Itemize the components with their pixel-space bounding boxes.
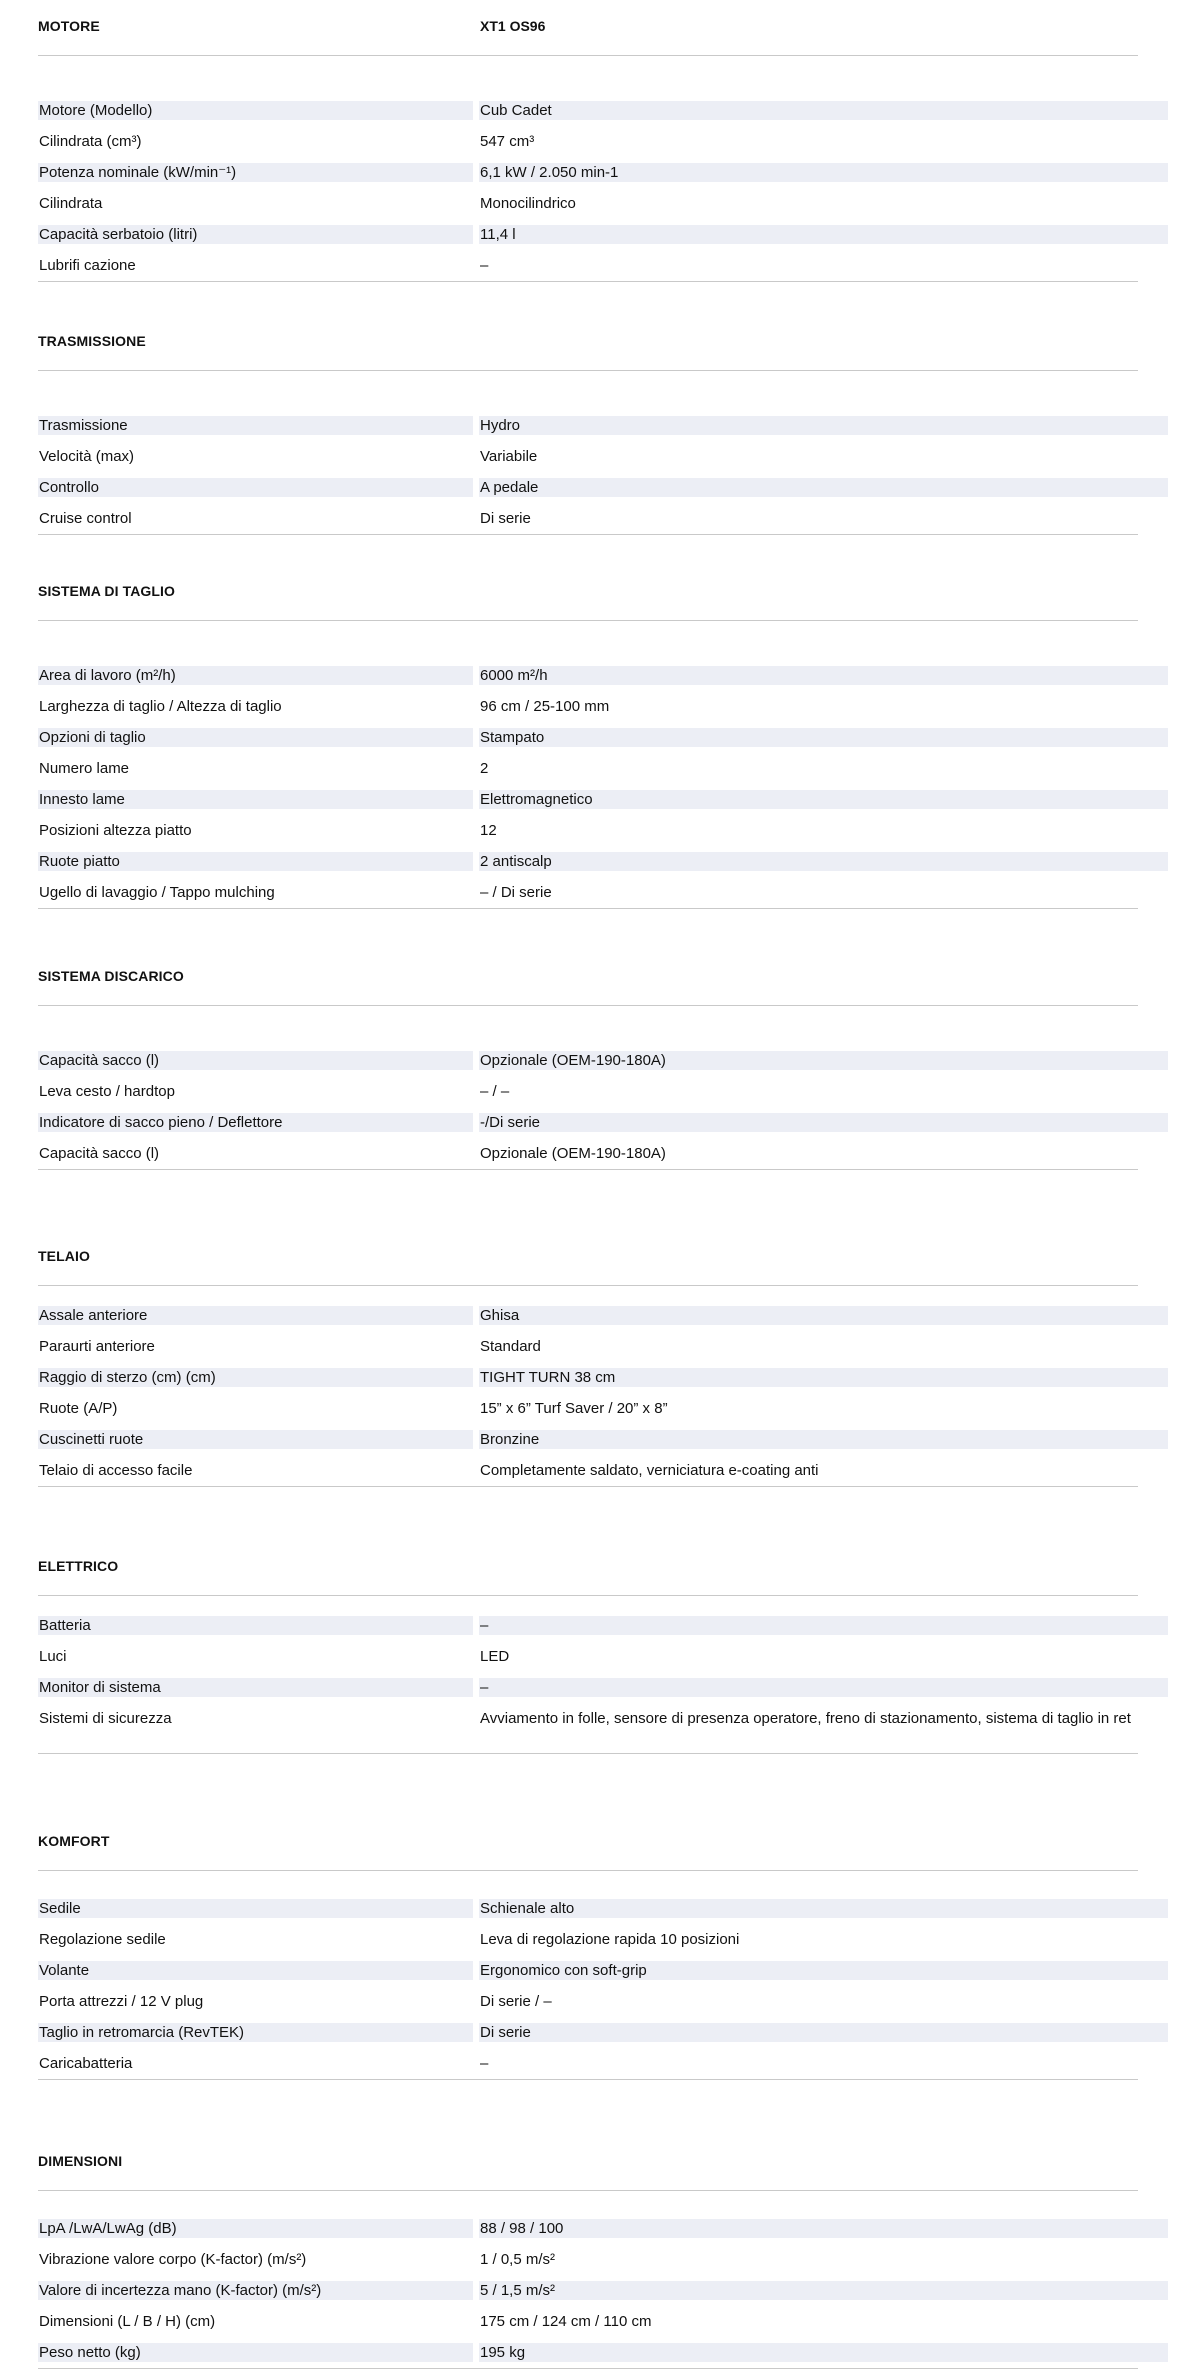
spec-value: 6000 m²/h xyxy=(479,666,1168,685)
spec-row xyxy=(38,1362,1138,1393)
spec-table-sistema-discarico xyxy=(38,1045,1138,1170)
spec-label: Capacità serbatoio (litri) xyxy=(38,225,473,244)
section-title: MOTORE xyxy=(38,18,100,34)
spec-label: Cilindrata xyxy=(39,195,103,212)
spec-label: Opzioni di taglio xyxy=(38,728,473,747)
spec-label: Vibrazione valore corpo (K-factor) (m/s²) xyxy=(39,2251,307,2268)
spec-row xyxy=(38,2275,1138,2306)
spec-value: Standard xyxy=(480,1338,541,1355)
spec-label: Sedile xyxy=(38,1899,473,1918)
section-header-dimensioni xyxy=(38,2135,1138,2191)
spec-row xyxy=(38,846,1138,877)
spec-value: TIGHT TURN 38 cm xyxy=(479,1368,1168,1387)
spec-row xyxy=(38,1331,1138,1362)
spec-value: A pedale xyxy=(479,478,1168,497)
spec-row xyxy=(38,250,1138,281)
spec-table-dimensioni xyxy=(38,2213,1138,2369)
spec-label: Area di lavoro (m²/h) xyxy=(38,666,473,685)
spec-row xyxy=(38,1610,1138,1641)
spec-value: Completamente saldato, verniciatura e-coating anti xyxy=(480,1462,819,1479)
spec-label: Velocità (max) xyxy=(39,448,135,465)
spec-label: Indicatore di sacco pieno / Deflettore xyxy=(38,1113,473,1132)
spec-value: Schienale alto xyxy=(479,1899,1168,1918)
spec-label: Raggio di sterzo (cm) (cm) xyxy=(38,1368,473,1387)
spec-row xyxy=(38,188,1138,219)
spec-label: Capacità sacco (l) xyxy=(38,1051,473,1070)
spec-label: Dimensioni (L / B / H) (cm) xyxy=(39,2313,216,2330)
spec-value: Monocilindrico xyxy=(480,195,576,212)
spec-row xyxy=(38,1924,1138,1955)
spec-value: 11,4 l xyxy=(479,225,1168,244)
section-title: SISTEMA DISCARICO xyxy=(38,968,184,984)
spec-label: Regolazione sedile xyxy=(39,1931,166,1948)
spec-table-trasmissione xyxy=(38,410,1138,535)
spec-row xyxy=(38,691,1138,722)
spec-value: Leva di regolazione rapida 10 posizioni xyxy=(480,1931,740,1948)
section-header-elettrico xyxy=(38,1540,1138,1596)
spec-label: Valore di incertezza mano (K-factor) (m/s²) xyxy=(38,2281,473,2300)
spec-value: 547 cm³ xyxy=(480,133,535,150)
section-title: ELETTRICO xyxy=(38,1558,119,1574)
spec-label: Motore (Modello) xyxy=(38,101,473,120)
spec-value: Ghisa xyxy=(479,1306,1168,1325)
spec-value: 2 xyxy=(480,760,489,777)
spec-value: – xyxy=(479,1616,1168,1635)
spec-value: 88 / 98 / 100 xyxy=(479,2219,1168,2238)
spec-row xyxy=(38,877,1138,908)
spec-row xyxy=(38,784,1138,815)
model-name: XT1 OS96 xyxy=(480,18,546,34)
spec-row xyxy=(38,2306,1138,2337)
spec-value: Stampato xyxy=(479,728,1168,747)
spec-label: Numero lame xyxy=(39,760,130,777)
spec-row xyxy=(38,2244,1138,2275)
section-title: TRASMISSIONE xyxy=(38,333,146,349)
spec-value: 5 / 1,5 m/s² xyxy=(479,2281,1168,2300)
spec-row xyxy=(38,1641,1138,1672)
spec-row xyxy=(38,1300,1138,1331)
spec-value: 2 antiscalp xyxy=(479,852,1168,871)
spec-row xyxy=(38,660,1138,691)
spec-label: Paraurti anteriore xyxy=(39,1338,155,1355)
spec-table-komfort xyxy=(38,1893,1138,2080)
spec-value: – / Di serie xyxy=(480,884,552,901)
spec-label: Batteria xyxy=(38,1616,473,1635)
section-title: SISTEMA DI TAGLIO xyxy=(38,583,176,599)
spec-row xyxy=(38,1045,1138,1076)
spec-table-telaio xyxy=(38,1300,1138,1487)
spec-value: Avviamento in folle, sensore di presenza operatore, freno di stazionamento, sistema di taglio in ret xyxy=(480,1710,1131,1727)
spec-row xyxy=(38,472,1138,503)
spec-value: Ergonomico con soft-grip xyxy=(479,1961,1168,1980)
spec-value: Di serie / – xyxy=(480,1993,552,2010)
spec-value: 175 cm / 124 cm / 110 cm xyxy=(480,2313,652,2330)
section-title: KOMFORT xyxy=(38,1833,110,1849)
section-title: DIMENSIONI xyxy=(38,2153,123,2169)
spec-table-sistema-di-taglio xyxy=(38,660,1138,909)
spec-row xyxy=(38,1076,1138,1107)
spec-value: 195 kg xyxy=(479,2343,1168,2362)
spec-row xyxy=(38,1107,1138,1138)
spec-value: Di serie xyxy=(479,2023,1168,2042)
spec-label: Trasmissione xyxy=(38,416,473,435)
spec-label: Ugello di lavaggio / Tappo mulching xyxy=(39,884,275,901)
spec-label: Cilindrata (cm³) xyxy=(39,133,142,150)
spec-row xyxy=(38,1393,1138,1424)
spec-table-elettrico xyxy=(38,1610,1138,1754)
section-header-telaio xyxy=(38,1230,1138,1286)
spec-label: LpA /LwA/LwAg (dB) xyxy=(38,2219,473,2238)
spec-value: Opzionale (OEM-190-180A) xyxy=(480,1145,666,1162)
spec-label: Cuscinetti ruote xyxy=(38,1430,473,1449)
section-header-trasmissione xyxy=(38,315,1138,371)
spec-row xyxy=(38,1138,1138,1169)
spec-label: Peso netto (kg) xyxy=(38,2343,473,2362)
spec-label: Monitor di sistema xyxy=(38,1678,473,1697)
spec-label: Posizioni altezza piatto xyxy=(39,822,192,839)
spec-row xyxy=(38,2213,1138,2244)
spec-label: Ruote piatto xyxy=(38,852,473,871)
spec-value: -/Di serie xyxy=(479,1113,1168,1132)
spec-value: 15” x 6” Turf Saver / 20” x 8” xyxy=(480,1400,668,1417)
section-title: TELAIO xyxy=(38,1248,90,1264)
spec-label: Lubrifi cazione xyxy=(39,257,136,274)
spec-label: Sistemi di sicurezza xyxy=(39,1710,172,1727)
spec-label: Controllo xyxy=(38,478,473,497)
section-header-sistema-di-taglio xyxy=(38,565,1138,621)
spec-value: Di serie xyxy=(480,510,531,527)
spec-label: Innesto lame xyxy=(38,790,473,809)
spec-value: 96 cm / 25-100 mm xyxy=(480,698,610,715)
spec-value: 6,1 kW / 2.050 min-1 xyxy=(479,163,1168,182)
spec-value: Opzionale (OEM-190-180A) xyxy=(479,1051,1168,1070)
spec-row xyxy=(38,1424,1138,1455)
spec-row xyxy=(38,95,1138,126)
spec-label: Caricabatteria xyxy=(39,2055,133,2072)
spec-label: Luci xyxy=(39,1648,67,1665)
spec-label: Telaio di accesso facile xyxy=(39,1462,193,1479)
spec-value: LED xyxy=(480,1648,510,1665)
spec-value: Hydro xyxy=(479,416,1168,435)
spec-row xyxy=(38,815,1138,846)
spec-label: Porta attrezzi / 12 V plug xyxy=(39,1993,204,2010)
section-header-motore xyxy=(38,0,1138,56)
spec-value: Cub Cadet xyxy=(479,101,1168,120)
spec-value: Bronzine xyxy=(479,1430,1168,1449)
spec-row xyxy=(38,1455,1138,1486)
spec-label: Taglio in retromarcia (RevTEK) xyxy=(38,2023,473,2042)
spec-value: Elettromagnetico xyxy=(479,790,1168,809)
spec-label: Ruote (A/P) xyxy=(39,1400,118,1417)
spec-row xyxy=(38,1893,1138,1924)
spec-row xyxy=(38,157,1138,188)
spec-row xyxy=(38,503,1138,534)
spec-row xyxy=(38,722,1138,753)
spec-row xyxy=(38,219,1138,250)
spec-value: 12 xyxy=(480,822,497,839)
spec-label: Potenza nominale (kW/min⁻¹) xyxy=(38,163,473,182)
spec-value: 1 / 0,5 m/s² xyxy=(480,2251,556,2268)
spec-row xyxy=(38,753,1138,784)
spec-row xyxy=(38,1955,1138,1986)
section-header-komfort xyxy=(38,1815,1138,1871)
spec-value: – xyxy=(480,257,489,274)
spec-row xyxy=(38,1986,1138,2017)
spec-value: – xyxy=(479,1678,1168,1697)
spec-row xyxy=(38,2048,1138,2079)
spec-label: Larghezza di taglio / Altezza di taglio xyxy=(39,698,282,715)
spec-value: – / – xyxy=(480,1083,510,1100)
spec-label: Capacità sacco (l) xyxy=(39,1145,160,1162)
spec-row xyxy=(38,126,1138,157)
spec-row xyxy=(38,2337,1138,2368)
section-header-sistema-discarico xyxy=(38,950,1138,1006)
spec-label: Volante xyxy=(38,1961,473,1980)
spec-label: Cruise control xyxy=(39,510,132,527)
spec-table-motore xyxy=(38,95,1138,282)
spec-row xyxy=(38,441,1138,472)
spec-row xyxy=(38,1672,1138,1703)
spec-row xyxy=(38,2017,1138,2048)
spec-value: – xyxy=(480,2055,489,2072)
spec-value: Variabile xyxy=(480,448,538,465)
spec-label: Assale anteriore xyxy=(38,1306,473,1325)
spec-row xyxy=(38,410,1138,441)
spec-label: Leva cesto / hardtop xyxy=(39,1083,175,1100)
spec-row xyxy=(38,1703,1138,1753)
